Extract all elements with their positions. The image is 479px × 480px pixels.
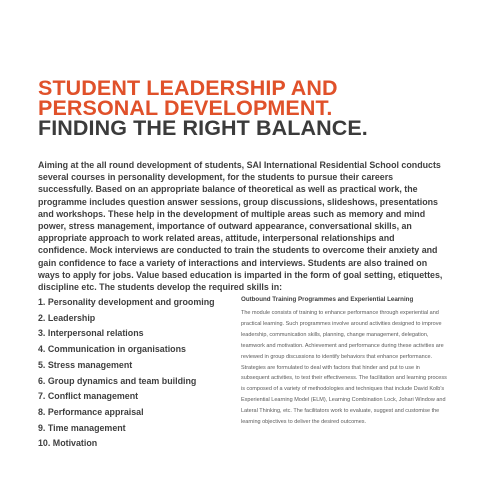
list-item: 7. Conflict management (38, 391, 139, 402)
list-item: 2. Leadership (38, 312, 96, 323)
title-line-2: PERSONAL DEVELOPMENT. (38, 96, 333, 120)
list-item: 6. Group dynamics and team building (38, 375, 197, 386)
section-heading: Outbound Training Programmes and Experiential Learning (241, 296, 414, 303)
list-item: 1. Personality development and grooming (38, 297, 215, 307)
skills-list (38, 295, 238, 452)
section-body: The module consists of training to enhance performance through experiential and practical learning. Such programmes involve around activities designed to improve leadership, communication skills, planning, change management, delegation, teamwork and motivation. Achievement and performance during these activities are reviewed in group discussions to identify behaviors that enhance performance. Strategies are formulated to deal with factors that hinder and put to use in subsequent activities, to test their effectiveness. The facilitation and learning process is composed of a variety of methodologies and techniques that include David Kolb's Experiential Learning Model (ELM), Learning Combination Lock, Johari Window and Lateral Thinking, etc. The facilitators work to evaluate, suggest and customise the learning objectives to deliver the desired outcomes. (241, 310, 447, 426)
title-line-1: STUDENT LEADERSHIP AND (38, 76, 338, 100)
list-item: 4. Communication in organisations (38, 344, 186, 355)
list-item: 8. Performance appraisal (38, 406, 144, 417)
outbound-training-section (241, 295, 447, 428)
list-item: 5. Stress management (38, 359, 133, 370)
list-item: 3. Interpersonal relations (38, 328, 144, 339)
page-content (38, 76, 448, 449)
page-title (38, 78, 448, 138)
title-line-3: FINDING THE RIGHT BALANCE. (38, 116, 368, 140)
intro-paragraph: Aiming at the all round development of students, SAI International Residential School conducts several courses in personality development, for the students to pursue their careers successfully. Based on an appropriate balance of theoretical as well as practical work, the programme includes question answer sessions, group discussions, slideshows, presentations and workshops. These help in the development of multiple areas such as memory and mind power, stress management, importance of outward appearance, conversational skills, an appropriate approach to work related areas, attitude, interpersonal relationships and confidence. Mock interviews are conducted to train the students to overcome their anxiety and gain confidence to face a variety of interactions and interviews. Students are also trained on ways to apply for jobs. Value based education is imparted in the form of goal setting, etiquettes, discipline etc. The students develop the required skills in: (38, 160, 443, 293)
list-item: 10. Motivation (38, 438, 98, 449)
list-item: 9. Time management (38, 422, 126, 433)
